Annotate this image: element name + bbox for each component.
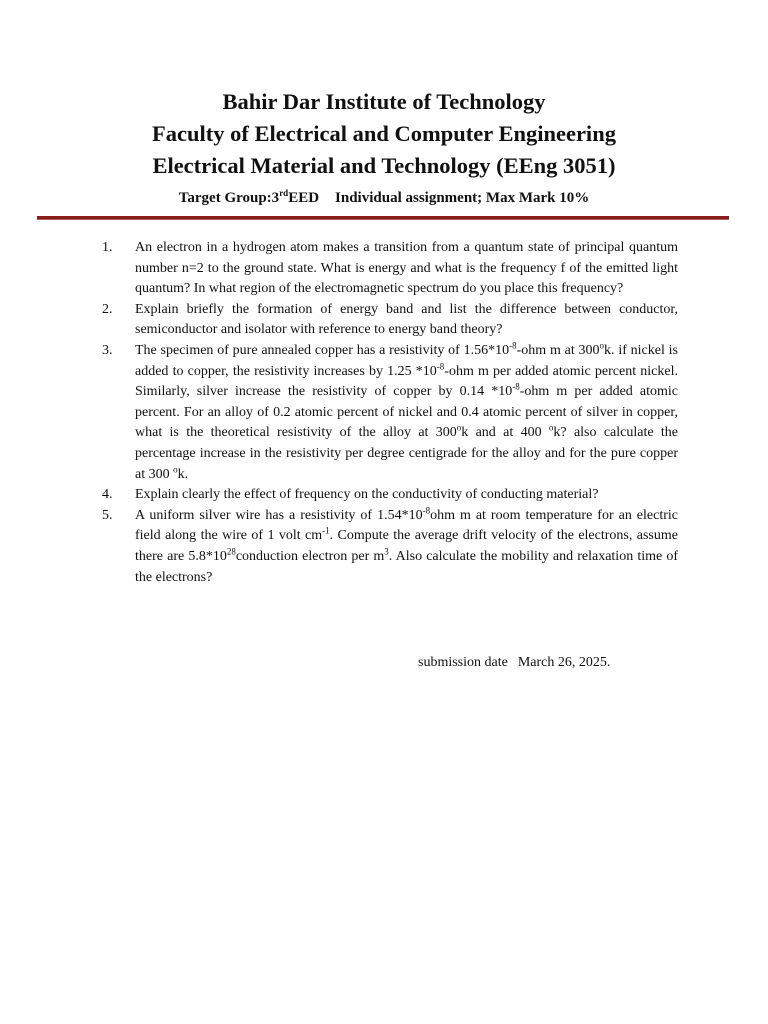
assignment-info: Individual assignment; Max Mark 10% bbox=[335, 190, 590, 206]
question-text: Explain clearly the effect of frequency on the conductivity of conducting material? bbox=[135, 487, 599, 503]
question-list bbox=[102, 238, 678, 588]
target-group-line bbox=[0, 188, 768, 208]
question-4 bbox=[102, 485, 678, 506]
question-number: 1. bbox=[102, 240, 113, 255]
document-header bbox=[0, 86, 768, 208]
question-number: 4. bbox=[102, 487, 113, 503]
submission-label: submission date bbox=[418, 655, 508, 670]
question-2 bbox=[102, 300, 678, 341]
question-5 bbox=[102, 506, 678, 588]
question-number: 3. bbox=[102, 342, 113, 358]
header-divider bbox=[37, 216, 729, 220]
question-number: 5. bbox=[102, 507, 113, 523]
question-number: 2. bbox=[102, 301, 113, 317]
question-text: A uniform silver wire has a resistivity of $1.54*10^{-8}ohm$ m at room temperature for an electric field along the wire of 1 volt $cm^{-1}$. Compute the average drift velocity of the electrons, assume there are $5.8*10^{28}conduction$ electron per $m^3$. Also calculate the mobility and relaxation time of the electrons? bbox=[135, 505, 678, 585]
question-1 bbox=[102, 238, 678, 300]
course-title: Electrical Material and Technology (EEng 3051) bbox=[152, 153, 616, 178]
target-group-prefix: Target Group:3 bbox=[178, 190, 280, 206]
question-text: An electron in a hydrogen atom makes a transition from a quantum state of principal quantum number n=2 to the ground state. What is energy and what is the frequency f of the emitted light quantum? In what region of the electromagnetic spectrum do you place this frequency? bbox=[135, 240, 678, 297]
question-3 bbox=[102, 341, 678, 485]
question-text: The specimen of pure annealed copper has a resistivity of $1.56*10^{-8}$-ohm m at 300$^o$k. if nickel is added to copper, the resistivity increases by 1.25 $*10^{-8}$-ohm m per added atomic percent nickel. Similarly, silver increase the resistivity of copper by 0.14 $*10^{-8}$-ohm m per added atomic percent. For an alloy of 0.2 atomic percent of nickel and 0.4 atomic percent of silver in copper, what is the theoretical resistivity of the alloy at 300$^o$k and at 400 $^o$k? also calculate the percentage increase in the resistivity per degree centigrade for the alloy and for the pure copper at 300 $^o$k. bbox=[135, 340, 678, 482]
institute-title: Bahir Dar Institute of Technology bbox=[222, 89, 546, 114]
target-group-sup: rd bbox=[279, 188, 289, 198]
question-text: Explain briefly the formation of energy band and list the difference between conductor, semiconductor and isolator with reference to energy band theory? bbox=[135, 301, 678, 338]
submission-date bbox=[418, 653, 610, 673]
faculty-title: Faculty of Electrical and Computer Engineering bbox=[152, 121, 616, 146]
target-group-suffix: EED bbox=[288, 190, 320, 206]
submission-value: March 26, 2025. bbox=[517, 655, 611, 670]
